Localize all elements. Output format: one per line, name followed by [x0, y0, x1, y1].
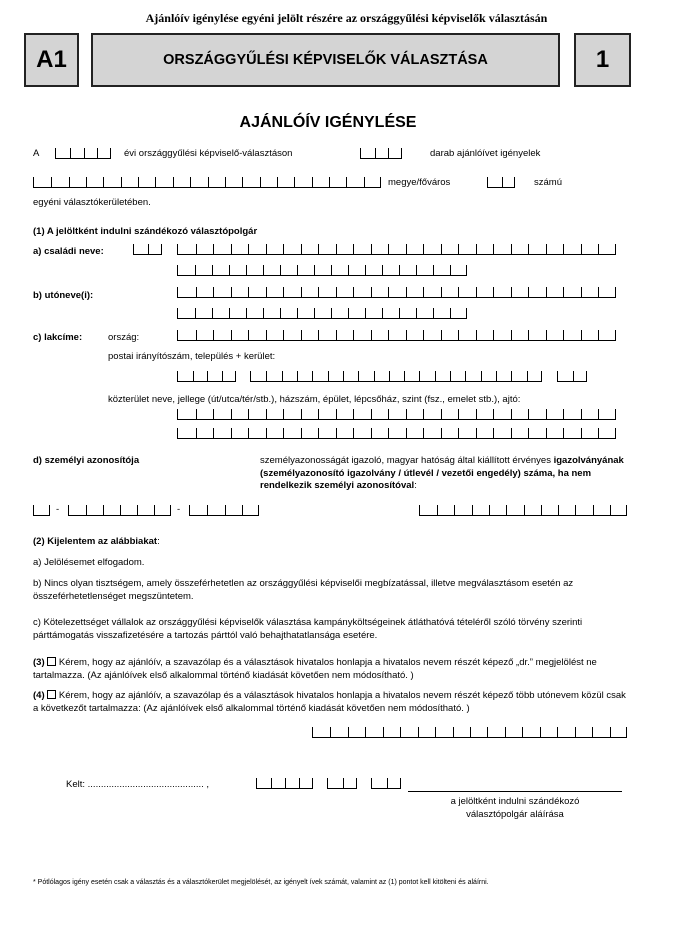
signature-caption-2: választópolgár aláírása — [466, 809, 564, 820]
district-cells[interactable] — [557, 371, 587, 382]
id-document-number-cells[interactable] — [419, 505, 627, 516]
county-cells[interactable] — [33, 177, 381, 188]
chosen-given-name-cells[interactable] — [312, 727, 627, 738]
family-name-label: a) családi neve: — [33, 246, 104, 257]
declaration-c: c) Kötelezettséget vállalok az országgyűlési képviselők választása kampányköltségeinek átláthatóvá tételéről szóló törvény szerinti párttámogatás visszafizetésére a tartozás párttól való behajthatatlansága esetére. — [33, 617, 583, 641]
section1-heading: (1) A jelöltként indulni szándékozó választópolgár — [33, 226, 258, 237]
signature-caption-1: a jelöltként indulni szándékozó — [450, 796, 580, 807]
section3-number: (3) — [33, 657, 45, 668]
settlement-cells[interactable] — [250, 371, 542, 382]
personal-id-cells-2[interactable] — [68, 505, 171, 516]
section3-dr-request: (3) Kérem, hogy az ajánlóív, a szavazólap és a választások hivatalos honlapja a hivatalos nevem részét képező „dr.” megjelölést ne tartalmazza. (Az ajánlóívek első alkalommal történő kiadását követően nem módosítható. ) — [33, 657, 597, 681]
form-code-box: A1 — [24, 33, 79, 87]
personal-id-cells-3[interactable] — [189, 505, 259, 516]
dr-omit-checkbox[interactable] — [47, 657, 56, 666]
given-names-cells-row1[interactable] — [177, 287, 616, 298]
intro-county-text: megye/főváros — [388, 177, 451, 188]
personal-id-cells-1[interactable] — [33, 505, 50, 516]
form-top-title: Ajánlóív igénylése egyéni jelölt részére az országgyűlési képviselők választásán — [145, 11, 548, 25]
declaration-b: b) Nincs olyan tisztségem, amely összeférhetetlen az országgyűlési képviselői megbízatással, illetve megválasztásom esetén az összeférhetetlenséget megszüntetem. — [33, 578, 574, 602]
street-cells-row2[interactable] — [177, 428, 616, 439]
section2-heading: (2) Kijelentem az alábbiakat: — [33, 536, 160, 547]
date-month-cells[interactable] — [327, 778, 357, 789]
family-name-cells-row1[interactable] — [177, 244, 616, 255]
country-label: ország: — [108, 332, 140, 343]
date-day-cells[interactable] — [371, 778, 401, 789]
section4-given-name-request: (4) Kérem, hogy az ajánlóív, a szavazólap és a választások hivatalos honlapja a hivatalos nevem részét képező több utónevem közül csak a következőt tartalmazza: (Az ajánlóívek első alkalommal történő kiadását követően nem módosítható. ) — [33, 690, 626, 714]
intro-count-text: darab ajánlóívet igényelek — [430, 148, 541, 159]
given-names-cells-row2[interactable] — [177, 308, 467, 319]
declaration-a: a) Jelölésemet elfogadom. — [33, 557, 145, 568]
id-document-note: személyazonosságát igazoló, magyar hatóság által kiállított érvényes igazolványának (személyazonosító igazolvány / útlevél / vezetői engedély) száma, ha nem rendelkezik személyi azonosítóval: — [260, 455, 624, 491]
year-cells[interactable] — [55, 148, 111, 159]
given-name-choice-checkbox[interactable] — [47, 690, 56, 699]
intro-district-text: egyéni választókerületében. — [33, 197, 151, 208]
footnote: * Pótlólagos igény esetén csak a választás és a választókerület megjelölését, az igényelt ívek számát, valamint az (1) pontot kell kitölteni és aláírni. — [33, 879, 489, 886]
street-label: közterület neve, jellege (út/utca/tér/stb.), házszám, épület, lépcsőház, szint (fsz., emelet stb.), ajtó: — [108, 394, 521, 405]
kelt-date-place: Kelt: ............................................ , — [66, 779, 210, 790]
page-number-box: 1 — [574, 33, 631, 87]
family-name-prefix-cells[interactable] — [133, 244, 162, 255]
date-year-cells[interactable] — [256, 778, 313, 789]
country-cells[interactable] — [177, 330, 616, 341]
intro-a: A — [33, 148, 40, 159]
sheet-count-cells[interactable] — [360, 148, 402, 159]
street-cells-row1[interactable] — [177, 409, 616, 420]
given-names-label: b) utóneve(i): — [33, 290, 94, 301]
family-name-cells-row2[interactable] — [177, 265, 467, 276]
district-number-cells[interactable] — [487, 177, 515, 188]
intro-year-text: évi országgyűlési képviselő-választáson — [124, 148, 293, 159]
signature-line[interactable] — [408, 791, 622, 792]
election-title-box: ORSZÁGGYŰLÉSI KÉPVISELŐK VÁLASZTÁSA — [91, 33, 560, 87]
section4-number: (4) — [33, 690, 45, 701]
address-label: c) lakcíme: — [33, 332, 83, 343]
postal-label: postai irányítószám, település + kerület: — [108, 351, 276, 362]
postal-code-cells[interactable] — [177, 371, 236, 382]
id-dash-1: - — [56, 504, 60, 515]
form-title: AJÁNLÓÍV IGÉNYLÉSE — [239, 114, 417, 131]
intro-numbered-text: számú — [534, 177, 562, 188]
personal-id-label: d) személyi azonosítója — [33, 455, 140, 466]
id-dash-2: - — [177, 504, 181, 515]
